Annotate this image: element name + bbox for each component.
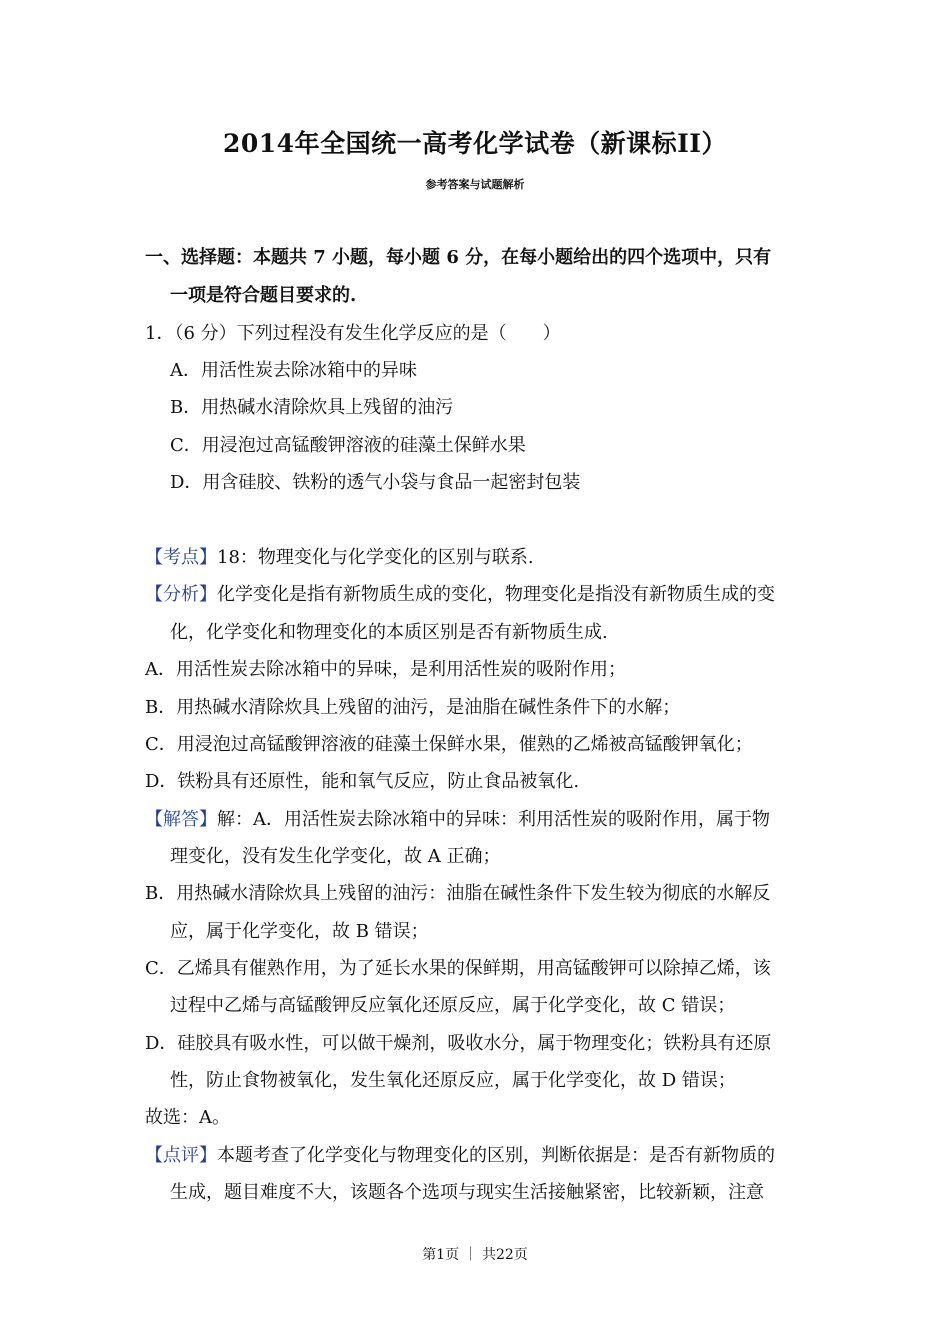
jieda-line-a2: 理变化，没有发生化学变化，故 A 正确；: [170, 846, 501, 867]
jieda-line-b2: 应，属于化学变化，故 B 错误；: [170, 921, 429, 942]
section-heading-line2: 一项是符合题目要求的.: [170, 285, 357, 306]
fenxi-line2: 化，化学变化和物理变化的本质区别是否有新物质生成.: [170, 622, 608, 643]
section-heading-line1: 一、选择题：本题共 7 小题，每小题 6 分，在每小题给出的四个选项中，只有: [145, 247, 772, 268]
dianping-line1: [145, 1144, 775, 1168]
fenxi-item-b: B．用热碱水清除炊具上残留的油污，是油脂在碱性条件下的水解；: [145, 697, 681, 718]
fenxi-line1: [145, 583, 775, 607]
kaodian-text: 18：物理变化与化学变化的区别与联系.: [217, 547, 534, 568]
option-c: C．用浸泡过高锰酸钾溶液的硅藻土保鲜水果: [170, 435, 526, 456]
page-subtitle: 参考答案与试题解析: [425, 178, 525, 191]
jieda-line-b1: B．用热碱水清除炊具上残留的油污：油脂在碱性条件下发生较为彻底的水解反: [145, 883, 771, 904]
option-b: B．用热碱水清除炊具上残留的油污: [170, 397, 454, 418]
fenxi-item-a: A．用活性炭去除冰箱中的异味，是利用活性炭的吸附作用；: [145, 659, 626, 680]
jieda-line-d1: D．硅胶具有吸水性，可以做干燥剂，吸收水分，属于物理变化；铁粉具有还原: [145, 1033, 772, 1054]
fenxi-text1: 化学变化是指有新物质生成的变化，物理变化是指没有新物质生成的变: [217, 584, 775, 605]
dianping-text1: 本题考查了化学变化与物理变化的区别，判断依据是：是否有新物质的: [217, 1145, 775, 1166]
dianping-line2: 生成，题目难度不大，该题各个选项与现实生活接触紧密，比较新颖，注意: [170, 1182, 764, 1203]
fenxi-tag: 【分析】: [145, 584, 217, 605]
kaodian-tag: 【考点】: [145, 547, 217, 568]
jieda-text-a1: 解：A．用活性炭去除冰箱中的异味：利用活性炭的吸附作用，属于物: [217, 809, 770, 830]
jieda-line-c1: C．乙烯具有催熟作用，为了延长水果的保鲜期，用高锰酸钾可以除掉乙烯，该: [145, 958, 771, 979]
kaodian-line: [145, 546, 534, 570]
page-footer: 第1页 ｜ 共22页: [422, 1247, 528, 1263]
jieda-tag: 【解答】: [145, 809, 217, 830]
fenxi-item-c: C．用浸泡过高锰酸钾溶液的硅藻土保鲜水果，催熟的乙烯被高锰酸钾氧化；: [145, 734, 753, 755]
option-a: A．用活性炭去除冰箱中的异味: [170, 360, 417, 381]
page-title: 2014年全国统一高考化学试卷（新课标II）: [223, 129, 727, 158]
dianping-tag: 【点评】: [145, 1145, 217, 1166]
jieda-line-a1: [145, 808, 770, 832]
fenxi-item-d: D．铁粉具有还原性，能和氧气反应，防止食品被氧化.: [145, 771, 580, 792]
jieda-answer: 故选：A。: [145, 1107, 230, 1128]
jieda-line-d2: 性，防止食物被氧化，发生氧化还原反应，属于化学变化，故 D 错误；: [170, 1070, 736, 1091]
jieda-line-c2: 过程中乙烯与高锰酸钾反应氧化还原反应，属于化学变化，故 C 错误；: [170, 995, 736, 1016]
option-d: D．用含硅胶、铁粉的透气小袋与食品一起密封包装: [170, 472, 581, 493]
question-stem: 1．（6 分）下列过程没有发生化学反应的是（ ）: [145, 323, 561, 344]
